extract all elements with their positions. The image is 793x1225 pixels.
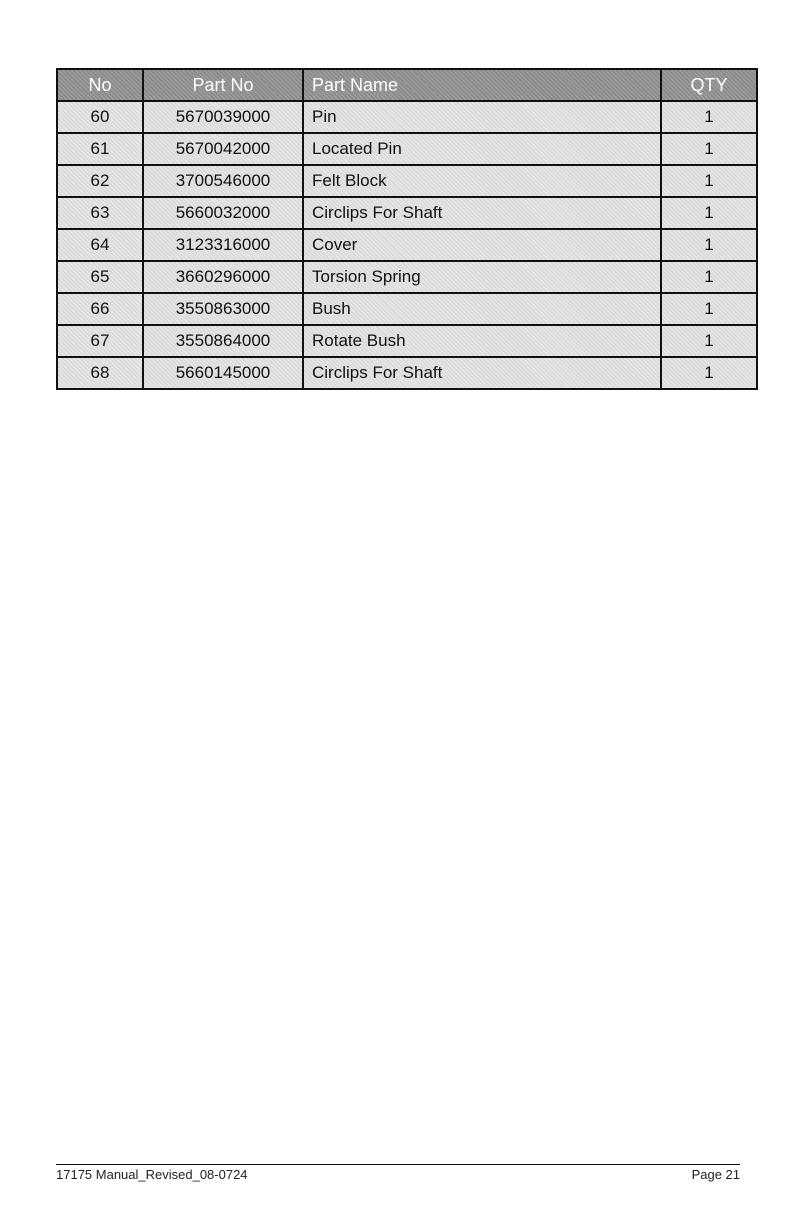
cell-qty: 1 xyxy=(661,101,757,133)
table-row xyxy=(57,165,757,197)
cell-no: 64 xyxy=(57,229,143,261)
cell-qty: 1 xyxy=(661,325,757,357)
cell-part-no: 3550864000 xyxy=(143,325,303,357)
footer-divider xyxy=(56,1164,740,1165)
table-row xyxy=(57,325,757,357)
header-qty: QTY xyxy=(661,69,757,101)
cell-part-name: Cover xyxy=(303,229,661,261)
cell-part-name: Bush xyxy=(303,293,661,325)
cell-no: 61 xyxy=(57,133,143,165)
footer-document-name: 17175 Manual_Revised_08-0724 xyxy=(56,1167,248,1182)
table-header-row xyxy=(57,69,757,101)
cell-qty: 1 xyxy=(661,165,757,197)
table-row xyxy=(57,261,757,293)
cell-qty: 1 xyxy=(661,293,757,325)
cell-part-name: Rotate Bush xyxy=(303,325,661,357)
cell-no: 68 xyxy=(57,357,143,389)
cell-part-name: Torsion Spring xyxy=(303,261,661,293)
cell-part-no: 5670042000 xyxy=(143,133,303,165)
cell-no: 62 xyxy=(57,165,143,197)
cell-part-no: 3700546000 xyxy=(143,165,303,197)
cell-part-name: Located Pin xyxy=(303,133,661,165)
cell-no: 66 xyxy=(57,293,143,325)
parts-table xyxy=(56,68,758,390)
cell-part-name: Circlips For Shaft xyxy=(303,357,661,389)
cell-part-no: 3123316000 xyxy=(143,229,303,261)
cell-qty: 1 xyxy=(661,357,757,389)
cell-no: 60 xyxy=(57,101,143,133)
cell-part-no: 5660145000 xyxy=(143,357,303,389)
cell-part-no: 3550863000 xyxy=(143,293,303,325)
table-row xyxy=(57,101,757,133)
header-no: No xyxy=(57,69,143,101)
table-row xyxy=(57,197,757,229)
cell-part-name: Felt Block xyxy=(303,165,661,197)
cell-qty: 1 xyxy=(661,133,757,165)
cell-part-no: 5660032000 xyxy=(143,197,303,229)
table-row xyxy=(57,357,757,389)
header-part-name: Part Name xyxy=(303,69,661,101)
table-row xyxy=(57,293,757,325)
table-row xyxy=(57,229,757,261)
cell-no: 65 xyxy=(57,261,143,293)
cell-qty: 1 xyxy=(661,229,757,261)
cell-part-name: Pin xyxy=(303,101,661,133)
cell-no: 63 xyxy=(57,197,143,229)
cell-qty: 1 xyxy=(661,197,757,229)
table-row xyxy=(57,133,757,165)
cell-qty: 1 xyxy=(661,261,757,293)
cell-no: 67 xyxy=(57,325,143,357)
cell-part-no: 3660296000 xyxy=(143,261,303,293)
header-part-no: Part No xyxy=(143,69,303,101)
cell-part-no: 5670039000 xyxy=(143,101,303,133)
cell-part-name: Circlips For Shaft xyxy=(303,197,661,229)
footer-page-number: Page 21 xyxy=(691,1167,740,1182)
